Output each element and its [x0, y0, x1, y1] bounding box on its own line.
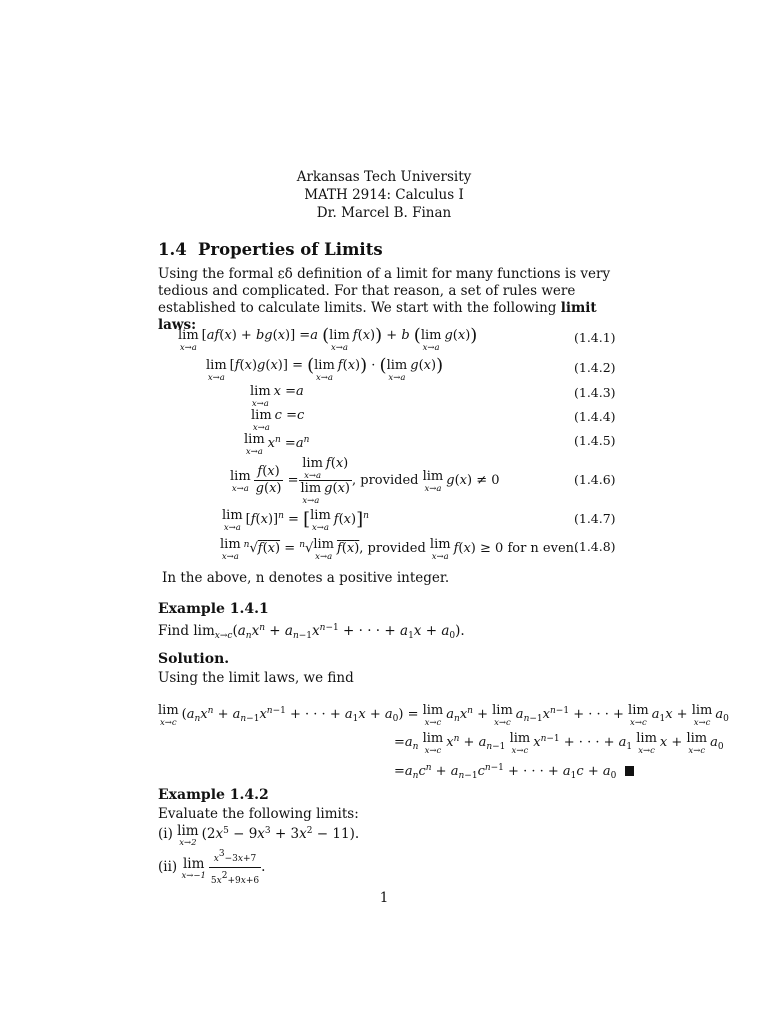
example-2-item-2: (ii) lim x→−1 $\frac{x^3-3x+7}{5x^2+9x+6}$ . — [158, 846, 265, 889]
example-1-prompt: Find $\lim_{x\to c}(a_nx^n + a_{n-1}x^{n-1}$ + · · · + $a_1x + a_0$). — [158, 623, 465, 641]
example-2-heading: Example 1.4.2 — [158, 787, 269, 803]
example-2-prompt: Evaluate the following limits: — [158, 806, 359, 822]
header-university: Arkansas Tech University — [296, 169, 472, 185]
page-number: 1 — [379, 890, 389, 906]
eq-number-3: (1.4.3) — [574, 385, 616, 400]
item-2-label: (ii) — [158, 859, 178, 875]
equation-1-4-7: lim x→a $[f(x)]^n = [\lim$ x→a f(x)]$^n$ — [222, 508, 369, 533]
example-1-heading: Example 1.4.1 — [158, 601, 269, 617]
eq8-condition: for n even. — [507, 541, 579, 556]
qed-icon — [625, 766, 634, 776]
item-1-label: (i) — [158, 826, 173, 842]
eq-number-1: (1.4.1) — [574, 330, 616, 345]
equation-1-4-8: lim x→a $^n$√f(x) = $^n$√lim x→a f(x), provided lim x→a f(x) ≥ 0 for n even. — [220, 537, 579, 562]
intro-bold: limit laws: — [158, 300, 597, 333]
intro-text: Using the formal εδ definition of a limit for many functions is very tedious and complicated. For that reason, a set of rules were established to calculate limits. We start with the following — [158, 266, 611, 316]
equation-1-4-4: lim x→a c =c — [251, 408, 305, 433]
equation-1-4-5: lim x→a $x^n =a^n$ — [244, 432, 310, 457]
section-number: 1.4 — [158, 240, 187, 259]
eq6-provided: , provided — [352, 473, 419, 488]
equation-1-4-6: lim x→a $\frac{f(x)}{g(x)}$ = lim x→a f(x) lim x→a g(x) , provided lim x→a g(x) ≠ 0 — [230, 456, 500, 506]
eq-number-8: (1.4.8) — [574, 539, 616, 554]
header-course: MATH 2914: Calculus I — [304, 187, 464, 203]
eq-number-5: (1.4.5) — [574, 433, 616, 448]
intro-paragraph — [158, 266, 614, 334]
example-2-item-1: (i) lim x→2 $(2x^5 - 9x^3 + 3x^2 - 11)$. — [158, 823, 360, 848]
solution-heading: Solution. — [158, 651, 230, 667]
header-instructor: Dr. Marcel B. Finan — [316, 205, 452, 221]
solution-text: Using the limit laws, we find — [158, 670, 354, 686]
eq-number-2: (1.4.2) — [574, 360, 616, 375]
section-title-text: Properties of Limits — [198, 240, 383, 259]
solution-line-3: $=a_nc^n + a_{n-1}c^{n-1}$ + · · · + $a_1c + a_0$ — [394, 760, 634, 784]
equation-1-4-3: lim x→a x =a — [250, 384, 304, 409]
section-title — [158, 240, 383, 259]
example-1-prompt-text: Find — [158, 623, 190, 639]
eq-number-4: (1.4.4) — [574, 409, 616, 424]
solution-line-1: lim x→c ($a_nx^n + a_{n-1}x^{n-1}$ + · · · + $a_1x + a_0) = \lim$ x→c $a_nx^n + \lim$ x→c $a_{n-1}x^{n-1}$ + · · · + lim x→c $a_1x + \lim$ x→c $a_0$ — [158, 703, 729, 728]
equation-1-4-2: lim x→a [f(x)g(x)] = (lim x→a f(x)) · (lim x→a g(x)) — [206, 355, 444, 383]
equation-1-4-1: lim x→a [af(x) + bg(x)] =a (lim x→a f(x)) + b (lim x→a g(x)) — [178, 325, 478, 353]
eq-number-7: (1.4.7) — [574, 511, 616, 526]
eq-number-6: (1.4.6) — [574, 472, 616, 487]
after-laws-text: In the above, n denotes a positive integer. — [162, 570, 450, 586]
solution-line-2: $=a_n$ lim x→c $x^n + a_{n-1}$ lim x→c $x^{n-1}$ + · · · + $a_1$ lim x→c x + lim x→c $a_0$ — [394, 731, 724, 756]
eq8-provided: , provided — [359, 541, 426, 556]
